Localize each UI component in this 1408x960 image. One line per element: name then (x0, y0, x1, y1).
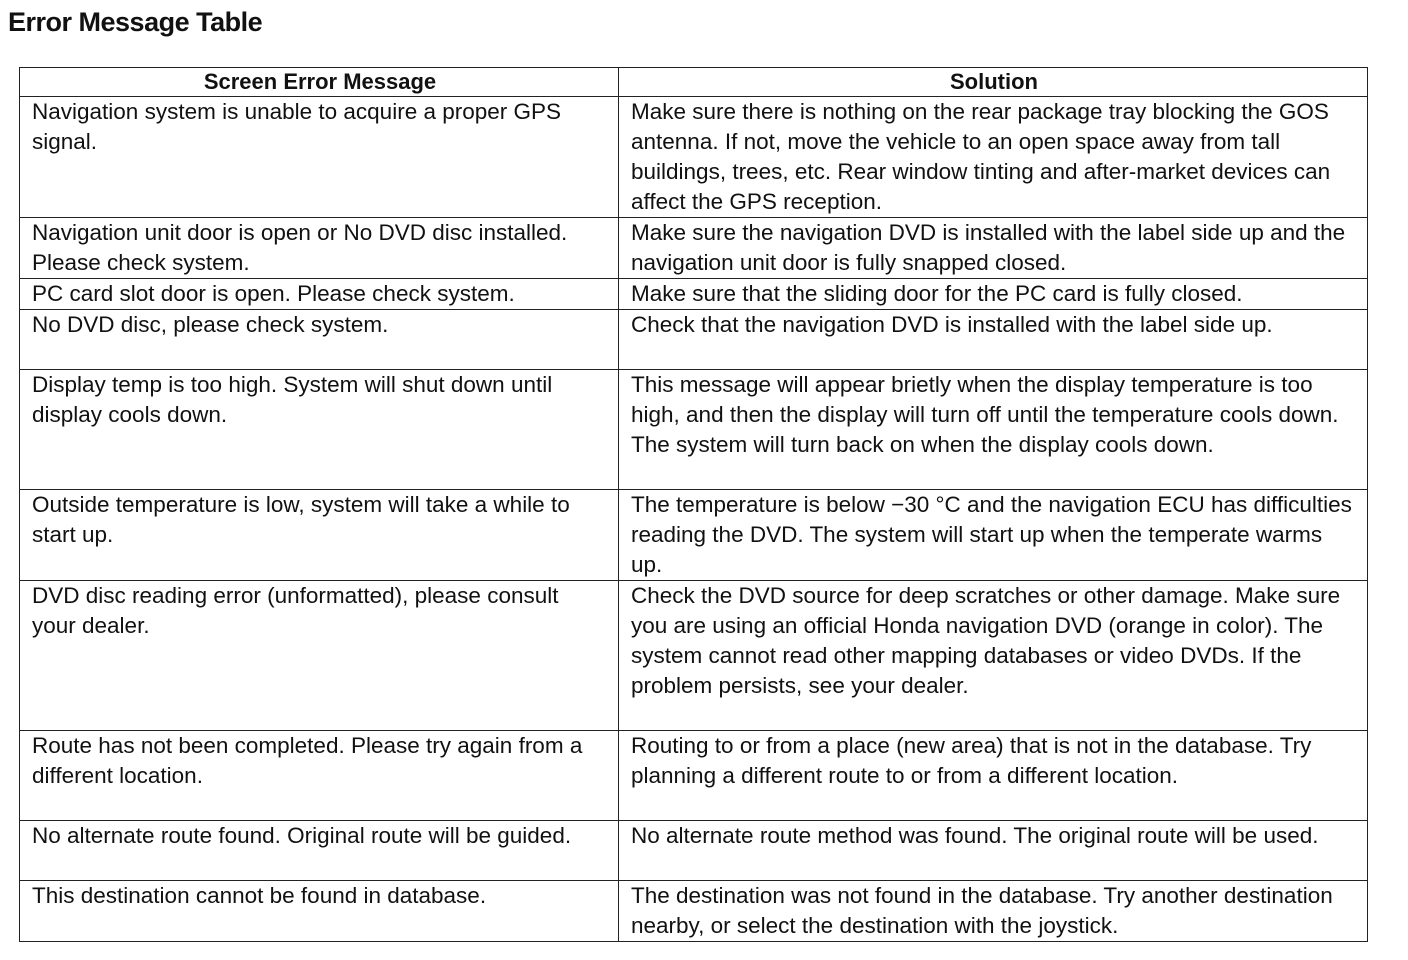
table-row (20, 731, 1368, 821)
solution-cell: Make sure there is nothing on the rear package tray blocking the GOS antenna. If not, move the vehicle to an open space away from tall buildings, trees, etc. Rear window tinting and after-market devices can affect the GPS reception. (619, 97, 1368, 218)
solution-cell: This message will appear brietly when the display temperature is too high, and then the display will turn off until the temperature cools down. The system will turn back on when the display cools down. (619, 370, 1368, 490)
table-row (20, 821, 1368, 881)
error-message-cell: No alternate route found. Original route will be guided. (20, 821, 619, 881)
solution-cell: Routing to or from a place (new area) that is not in the database. Try planning a different route to or from a different location. (619, 731, 1368, 821)
error-message-cell: PC card slot door is open. Please check system. (20, 279, 619, 310)
table-row (20, 218, 1368, 279)
table-row (20, 370, 1368, 490)
error-message-cell: Display temp is too high. System will shut down until display cools down. (20, 370, 619, 490)
solution-cell: Make sure the navigation DVD is installed with the label side up and the navigation unit door is fully snapped closed. (619, 218, 1368, 279)
error-message-cell: DVD disc reading error (unformatted), please consult your dealer. (20, 581, 619, 731)
solution-cell: Make sure that the sliding door for the PC card is fully closed. (619, 279, 1368, 310)
error-message-cell: Navigation unit door is open or No DVD disc installed. Please check system. (20, 218, 619, 279)
column-header-solution: Solution (619, 68, 1368, 97)
error-message-cell: Route has not been completed. Please try again from a different location. (20, 731, 619, 821)
table-row (20, 97, 1368, 218)
error-message-cell: Navigation system is unable to acquire a proper GPS signal. (20, 97, 619, 218)
error-message-cell: This destination cannot be found in database. (20, 881, 619, 942)
table-header-row (20, 68, 1368, 97)
page-title: Error Message Table (8, 7, 263, 37)
error-message-cell: No DVD disc, please check system. (20, 310, 619, 370)
table-row (20, 490, 1368, 581)
column-header-message: Screen Error Message (20, 68, 619, 97)
solution-cell: No alternate route method was found. The original route will be used. (619, 821, 1368, 881)
solution-cell: The destination was not found in the database. Try another destination nearby, or select the destination with the joystick. (619, 881, 1368, 942)
table-row (20, 881, 1368, 942)
solution-cell: Check the DVD source for deep scratches or other damage. Make sure you are using an official Honda navigation DVD (orange in color). The system cannot read other mapping databases or video DVDs. If the problem persists, see your dealer. (619, 581, 1368, 731)
error-message-table (19, 67, 1368, 942)
table-row (20, 581, 1368, 731)
table-row (20, 310, 1368, 370)
solution-cell: The temperature is below −30 °C and the navigation ECU has difficulties reading the DVD. The system will start up when the temperate warms up. (619, 490, 1368, 581)
table-row (20, 279, 1368, 310)
error-message-cell: Outside temperature is low, system will take a while to start up. (20, 490, 619, 581)
solution-cell: Check that the navigation DVD is installed with the label side up. (619, 310, 1368, 370)
